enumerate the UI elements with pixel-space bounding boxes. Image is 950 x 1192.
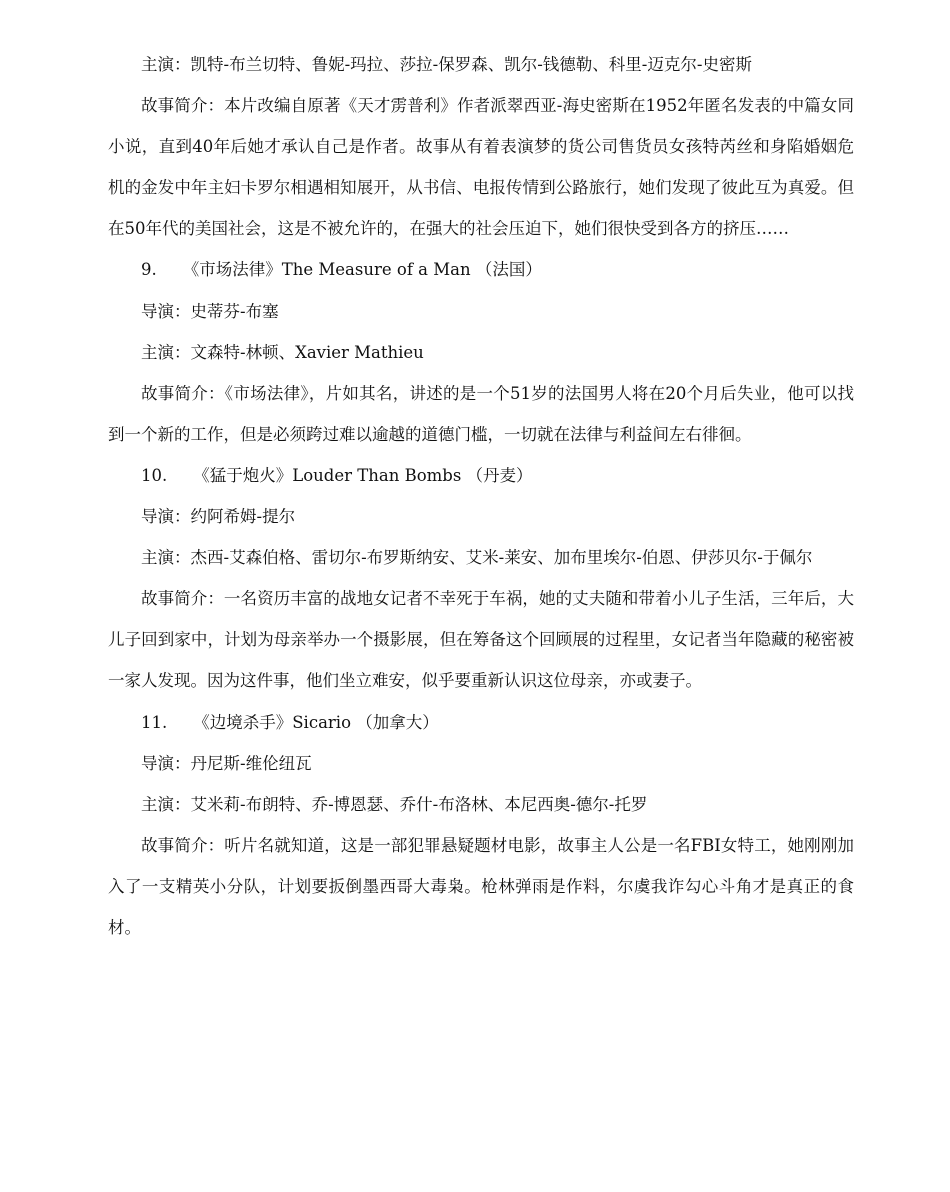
director-line: 导演：史蒂芬-布塞 xyxy=(141,301,279,321)
film-number: 11. xyxy=(141,712,168,732)
synopsis-paragraph: 故事简介：听片名就知道，这是一部犯罪悬疑题材电影，故事主人公是一名FBI女特工，她刚刚加入了一支精英小分队，计划要扳倒墨西哥大毒枭。枪林弹雨是作料，尔虞我诈勾心斗角才是真正的食材。 xyxy=(108,835,854,937)
cast-line: 主演：凯特-布兰切特、鲁妮-玛拉、莎拉-保罗森、凯尔-钱德勒、科里-迈克尔-史密斯 xyxy=(141,55,752,74)
film-title-heading xyxy=(108,702,854,743)
film-title-heading xyxy=(108,455,854,496)
synopsis-paragraph: 故事简介：本片改编自原著《天才雳普利》作者派翠西亚-海史密斯在1952年匿名发表的中篇女同小说，直到40年后她才承认自己是作者。故事从有着表演梦的货公司售货员女孩特芮丝和身陷婚姻危机的金发中年主妇卡罗尔相遇相知展开，从书信、电报传情到公路旅行，她们发现了彼此互为真爱。但在50年代的美国社会，这是不被允许的，在强大的社会压迫下，她们很快受到各方的挤压…… xyxy=(108,96,854,239)
film-title: 《猛于炮火》Louder Than Bombs （丹麦） xyxy=(193,465,533,485)
director-line: 导演：丹尼斯-维伦纽瓦 xyxy=(141,753,312,773)
film-title-heading xyxy=(108,249,854,290)
cast-line: 主演：文森特-林顿、Xavier Mathieu xyxy=(141,342,424,362)
film-number: 10. xyxy=(141,465,168,485)
director-line: 导演：约阿希姆-提尔 xyxy=(141,507,296,527)
film-title: 《边境杀手》Sicario （加拿大） xyxy=(193,712,439,732)
film-title: 《市场法律》The Measure of a Man （法国） xyxy=(182,260,542,280)
document-page xyxy=(108,44,854,948)
synopsis-paragraph: 故事简介：一名资历丰富的战地女记者不幸死于车祸，她的丈夫随和带着小儿子生活，三年后，大儿子回到家中，计划为母亲举办一个摄影展，但在筹备这个回顾展的过程里，女记者当年隐藏的秘密被一家人发现。因为这件事，他们坐立难安，似乎要重新认识这位母亲，亦或妻子。 xyxy=(108,589,854,691)
synopsis-paragraph: 故事简介：《市场法律》，片如其名，讲述的是一个51岁的法国男人将在20个月后失业，他可以找到一个新的工作，但是必须跨过难以逾越的道德门槛，一切就在法律与利益间左右徘徊。 xyxy=(108,383,854,444)
cast-line: 主演：杰西-艾森伯格、雷切尔-布罗斯纳安、艾米-莱安、加布里埃尔-伯恩、伊莎贝尔-于佩尔 xyxy=(141,548,813,568)
cast-line: 主演：艾米莉-布朗特、乔-博恩瑟、乔什-布洛林、本尼西奥-德尔-托罗 xyxy=(141,794,648,814)
film-number: 9. xyxy=(141,260,157,280)
